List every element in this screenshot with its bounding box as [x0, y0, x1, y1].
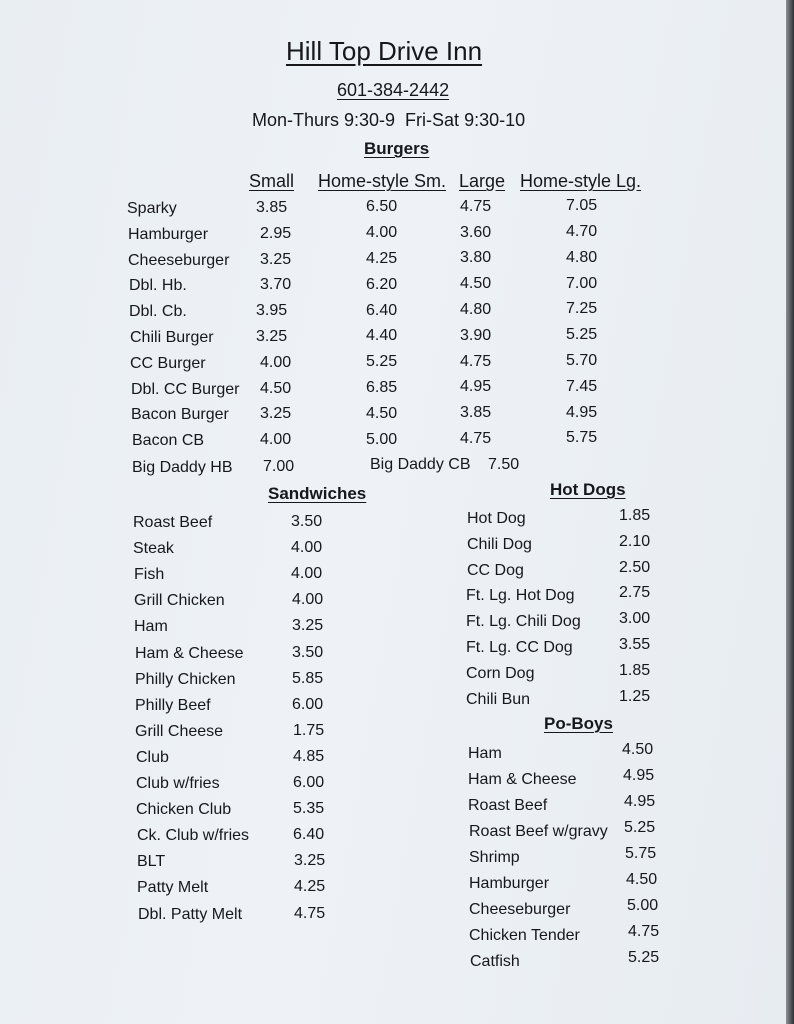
hot-dog-item-name: Ft. Lg. Hot Dog — [466, 587, 575, 604]
sandwich-item-name: Club w/fries — [136, 775, 220, 792]
burger-price: 2.95 — [260, 225, 292, 242]
po-boy-item-price: 4.50 — [622, 741, 654, 758]
burger-price: 7.25 — [566, 300, 598, 317]
burger-price: 7.05 — [566, 197, 598, 214]
sandwich-item-price: 4.25 — [294, 878, 326, 895]
burger-name: Sparky — [127, 200, 177, 217]
burger-price: 4.00 — [366, 224, 398, 241]
sandwich-item-name: Ham & Cheese — [135, 645, 244, 662]
hot-dog-item-name: Ft. Lg. Chili Dog — [466, 613, 581, 630]
burger-price: 3.85 — [460, 404, 492, 421]
hot-dog-item-name: Chili Dog — [467, 536, 532, 553]
po-boy-item-name: Chicken Tender — [469, 927, 580, 944]
burger-price: 4.00 — [260, 431, 292, 448]
hot-dog-item-price: 3.00 — [619, 610, 651, 627]
sandwich-item-price: 6.40 — [293, 826, 325, 843]
burger-price: 4.95 — [460, 378, 492, 395]
burger-price: 5.25 — [566, 326, 598, 343]
sandwich-item-price: 4.00 — [292, 591, 324, 608]
burger-price: 5.25 — [366, 353, 398, 370]
burger-price: 6.85 — [366, 379, 398, 396]
po-boy-item-name: Shrimp — [469, 849, 520, 866]
burger-price: 5.00 — [366, 431, 398, 448]
burger-price: 3.70 — [260, 276, 292, 293]
burger-price: 3.60 — [460, 224, 492, 241]
burger-price: 6.20 — [366, 276, 398, 293]
col-small: Small — [249, 171, 295, 191]
page-edge-shadow — [786, 0, 794, 1024]
burger-price: 3.25 — [260, 251, 292, 268]
burger-price: 6.40 — [366, 302, 398, 319]
burger-name: Bacon CB — [132, 432, 205, 449]
hot-dog-item-price: 1.25 — [619, 688, 651, 705]
burger-name: CC Burger — [130, 355, 206, 372]
burger-price: 6.50 — [366, 198, 398, 215]
burger-price: 4.50 — [460, 275, 492, 292]
sandwich-item-price: 4.85 — [293, 748, 325, 765]
burger-price: 3.25 — [256, 328, 288, 345]
sandwich-item-price: 5.35 — [293, 800, 325, 817]
special-price: 7.50 — [488, 456, 520, 473]
burger-name: Dbl. CC Burger — [131, 381, 240, 398]
po-boy-item-price: 4.95 — [624, 793, 656, 810]
sandwich-item-price: 3.25 — [292, 617, 324, 634]
burger-price: 4.25 — [366, 250, 398, 267]
burger-price: 7.00 — [566, 275, 598, 292]
burger-price: 4.00 — [260, 354, 292, 371]
po-boy-item-price: 5.00 — [627, 897, 659, 914]
sandwich-item-name: Philly Chicken — [135, 671, 236, 688]
sandwich-item-price: 3.50 — [291, 513, 323, 530]
sandwich-item-price: 3.50 — [292, 644, 324, 661]
sandwich-item-name: Steak — [133, 540, 174, 557]
col-homestyle-sm: Home-style Sm. — [318, 171, 447, 191]
burger-name: Hamburger — [128, 226, 209, 243]
hot-dog-item-price: 1.85 — [619, 507, 651, 524]
burger-price: 3.90 — [460, 327, 492, 344]
sandwich-item-price: 6.00 — [292, 696, 324, 713]
sandwich-item-price: 4.75 — [294, 905, 326, 922]
po-boy-item-price: 4.95 — [623, 767, 655, 784]
hot-dog-item-name: Ft. Lg. CC Dog — [466, 639, 573, 656]
sandwiches-heading: Sandwiches — [268, 484, 367, 503]
phone-number: 601-384-2442 — [337, 80, 450, 100]
burger-price: 4.40 — [366, 327, 398, 344]
po-boy-item-name: Roast Beef w/gravy — [469, 823, 608, 840]
burger-price: 4.75 — [460, 198, 492, 215]
burger-price: 4.80 — [566, 249, 598, 266]
burger-name: Chili Burger — [130, 329, 214, 346]
sandwich-item-name: Grill Cheese — [135, 723, 224, 740]
hot-dogs-heading: Hot Dogs — [550, 480, 626, 499]
sandwich-item-name: Ham — [134, 618, 168, 635]
col-large: Large — [459, 171, 506, 191]
burger-name: Dbl. Hb. — [129, 277, 187, 294]
burger-price: 4.75 — [460, 353, 492, 370]
sandwich-item-name: Chicken Club — [136, 801, 232, 818]
burger-price: 3.85 — [256, 199, 288, 216]
hot-dog-item-price: 2.10 — [619, 533, 651, 550]
sandwich-item-name: Dbl. Patty Melt — [138, 906, 243, 923]
sandwich-item-name: Ck. Club w/fries — [137, 827, 250, 844]
burger-price: 5.75 — [566, 429, 598, 446]
business-hours: Mon-Thurs 9:30-9 Fri-Sat 9:30-10 — [252, 110, 526, 130]
po-boy-item-name: Roast Beef — [468, 797, 548, 814]
hot-dog-item-price: 2.75 — [619, 584, 651, 601]
po-boy-item-name: Ham & Cheese — [468, 771, 577, 788]
burger-name: Bacon Burger — [131, 406, 229, 423]
burger-name: Dbl. Cb. — [129, 303, 187, 320]
special-name: Big Daddy HB — [132, 459, 233, 476]
burgers-heading: Burgers — [364, 139, 430, 158]
hot-dog-item-price: 2.50 — [619, 559, 651, 576]
sandwich-item-name: Grill Chicken — [134, 592, 225, 609]
burger-price: 4.80 — [460, 301, 492, 318]
col-homestyle-lg: Home-style Lg. — [520, 171, 642, 191]
burger-price: 3.80 — [460, 249, 492, 266]
sandwich-item-name: BLT — [137, 853, 166, 870]
special-price: 7.00 — [263, 458, 295, 475]
po-boy-item-price: 4.50 — [626, 871, 658, 888]
burger-price: 7.45 — [566, 378, 598, 395]
sandwich-item-name: Roast Beef — [133, 514, 213, 531]
po-boy-item-price: 5.25 — [628, 949, 660, 966]
po-boy-item-price: 4.75 — [628, 923, 660, 940]
burger-price: 4.75 — [460, 430, 492, 447]
sandwich-item-price: 3.25 — [294, 852, 326, 869]
hot-dog-item-price: 3.55 — [619, 636, 651, 653]
sandwich-item-name: Philly Beef — [135, 697, 211, 714]
sandwich-item-name: Fish — [134, 566, 165, 583]
po-boy-item-name: Catfish — [470, 953, 520, 970]
sandwich-item-price: 6.00 — [293, 774, 325, 791]
sandwich-item-price: 4.00 — [291, 565, 323, 582]
burger-price: 3.25 — [260, 405, 292, 422]
burger-price: 4.50 — [260, 380, 292, 397]
restaurant-title: Hill Top Drive Inn — [286, 36, 483, 66]
sandwich-item-price: 4.00 — [291, 539, 323, 556]
burger-price: 4.50 — [366, 405, 398, 422]
hot-dog-item-name: Corn Dog — [466, 665, 535, 682]
sandwich-item-name: Patty Melt — [137, 879, 209, 896]
burger-price: 3.95 — [256, 302, 288, 319]
po-boy-item-price: 5.25 — [624, 819, 656, 836]
po-boys-heading: Po-Boys — [544, 714, 613, 733]
po-boy-item-price: 5.75 — [625, 845, 657, 862]
special-name: Big Daddy CB — [370, 456, 471, 473]
burger-price: 4.70 — [566, 223, 598, 240]
hot-dog-item-name: CC Dog — [467, 562, 524, 579]
burger-price: 4.95 — [566, 404, 598, 421]
po-boy-item-name: Hamburger — [469, 875, 550, 892]
hot-dog-item-name: Chili Bun — [466, 691, 531, 708]
hot-dog-item-name: Hot Dog — [467, 510, 526, 527]
sandwich-item-name: Club — [136, 749, 169, 766]
sandwich-item-price: 1.75 — [293, 722, 325, 739]
sandwich-item-price: 5.85 — [292, 670, 324, 687]
po-boy-item-name: Ham — [468, 745, 502, 762]
hot-dog-item-price: 1.85 — [619, 662, 651, 679]
po-boy-item-name: Cheeseburger — [469, 901, 571, 918]
burger-name: Cheeseburger — [128, 252, 230, 269]
burger-price: 5.70 — [566, 352, 598, 369]
